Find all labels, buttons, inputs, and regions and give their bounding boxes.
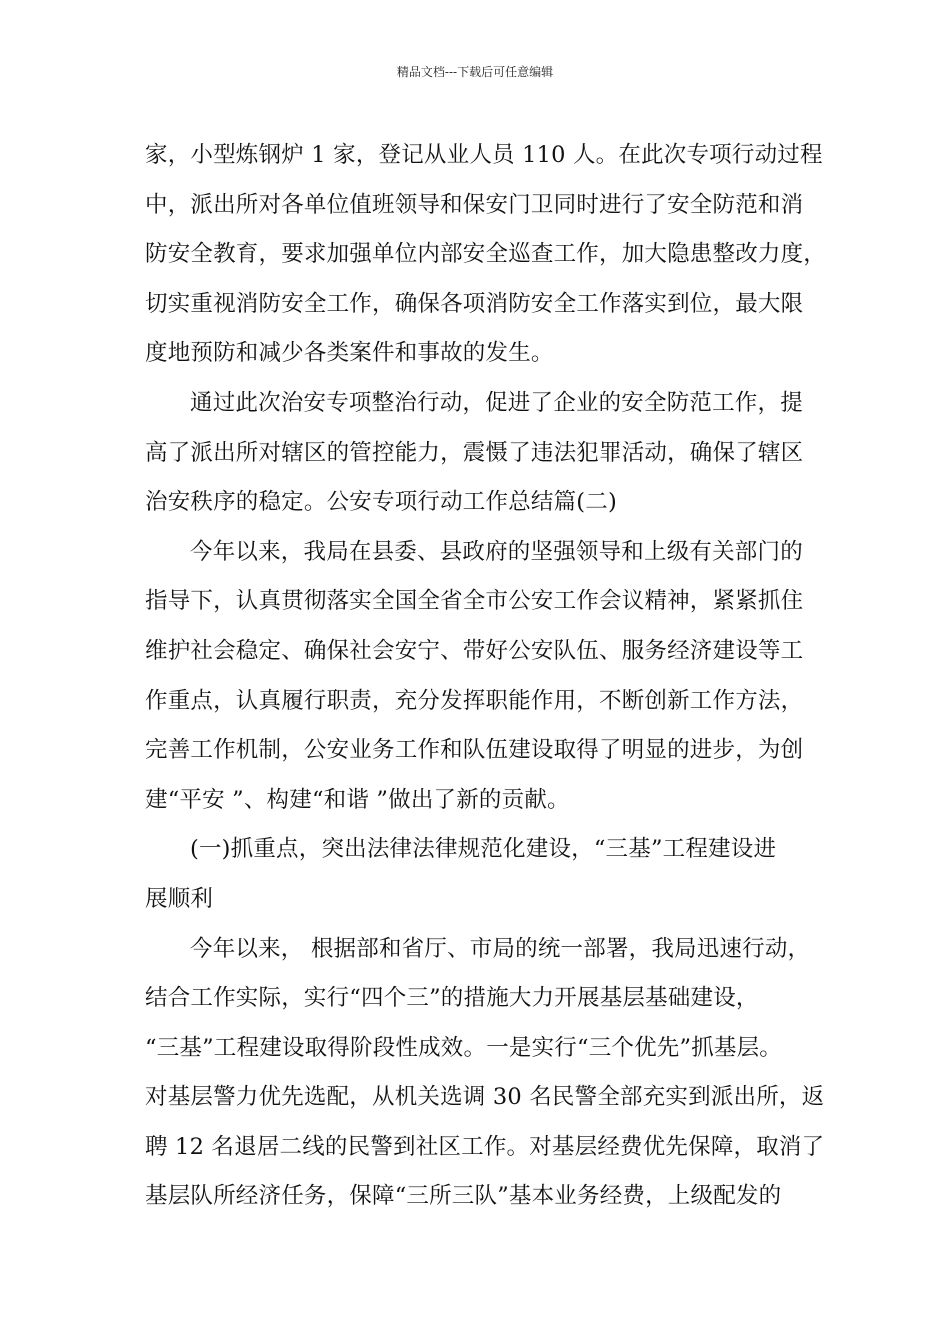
text-line: 结合工作实际，实行“四个三”的措施大力开展基层基础建设， <box>145 985 759 1012</box>
text-line: 维护社会稳定、确保社会安宁、带好公安队伍、服务经济建设等工 <box>145 637 804 664</box>
text-line: 家，小型炼钢炉 1 家，登记从业人员 110 人。在此次专项行动过程 <box>145 142 823 168</box>
paragraph-start-line: 通过此次治安专项整治行动，促进了企业的安全防范工作，提 <box>190 389 803 416</box>
text-line: 中，派出所对各单位值班领导和保安门卫同时进行了安全防范和消 <box>145 191 804 218</box>
document-body <box>145 131 835 1222</box>
text-line: 防安全教育，要求加强单位内部安全巡查工作，加大隐患整改力度， <box>145 241 827 268</box>
text-line: 完善工作机制，公安业务工作和队伍建设取得了明显的进步，为创 <box>145 737 804 764</box>
page-header: 精品文档---下载后可任意编辑 <box>396 65 554 79</box>
text-line: 对基层警力优先选配，从机关选调 30 名民警全部充实到派出所，返 <box>145 1084 825 1111</box>
paragraph-start-line: 今年以来， 根据部和省厅、市局的统一部署，我局迅速行动， <box>190 935 811 962</box>
text-line: 治安秩序的稳定。公安专项行动工作总结篇(二) <box>145 489 617 516</box>
paragraph-start-line: 今年以来，我局在县委、县政府的坚强领导和上级有关部门的 <box>190 538 803 565</box>
text-line: 作重点，认真履行职责，充分发挥职能作用，不断创新工作方法， <box>145 687 804 714</box>
text-line: 基层队所经济任务，保障“三所三队”基本业务经费，上级配发的 <box>145 1183 782 1210</box>
text-line: 聘 12 名退居二线的民警到社区工作。对基层经费优先保障，取消了 <box>145 1133 825 1160</box>
text-line: 切实重视消防安全工作，确保各项消防安全工作落实到位，最大限 <box>145 290 804 317</box>
text-line: “三基”工程建设取得阶段性成效。一是实行“三个优先”抓基层。 <box>145 1034 783 1061</box>
text-line: 度地预防和减少各类案件和事故的发生。 <box>145 340 554 367</box>
section-heading-line: (一)抓重点，突出法律法律规范化建设，“三基”工程建设进 <box>190 836 777 863</box>
section-heading-line: 展顺利 <box>145 885 214 912</box>
text-line: 建“平安 ”、构建“和谐 ”做出了新的贡献。 <box>145 786 570 813</box>
text-line: 高了派出所对辖区的管控能力，震慑了违法犯罪活动，确保了辖区 <box>145 439 804 466</box>
text-line: 指导下，认真贯彻落实全国全省全市公安工作会议精神，紧紧抓住 <box>145 588 804 615</box>
